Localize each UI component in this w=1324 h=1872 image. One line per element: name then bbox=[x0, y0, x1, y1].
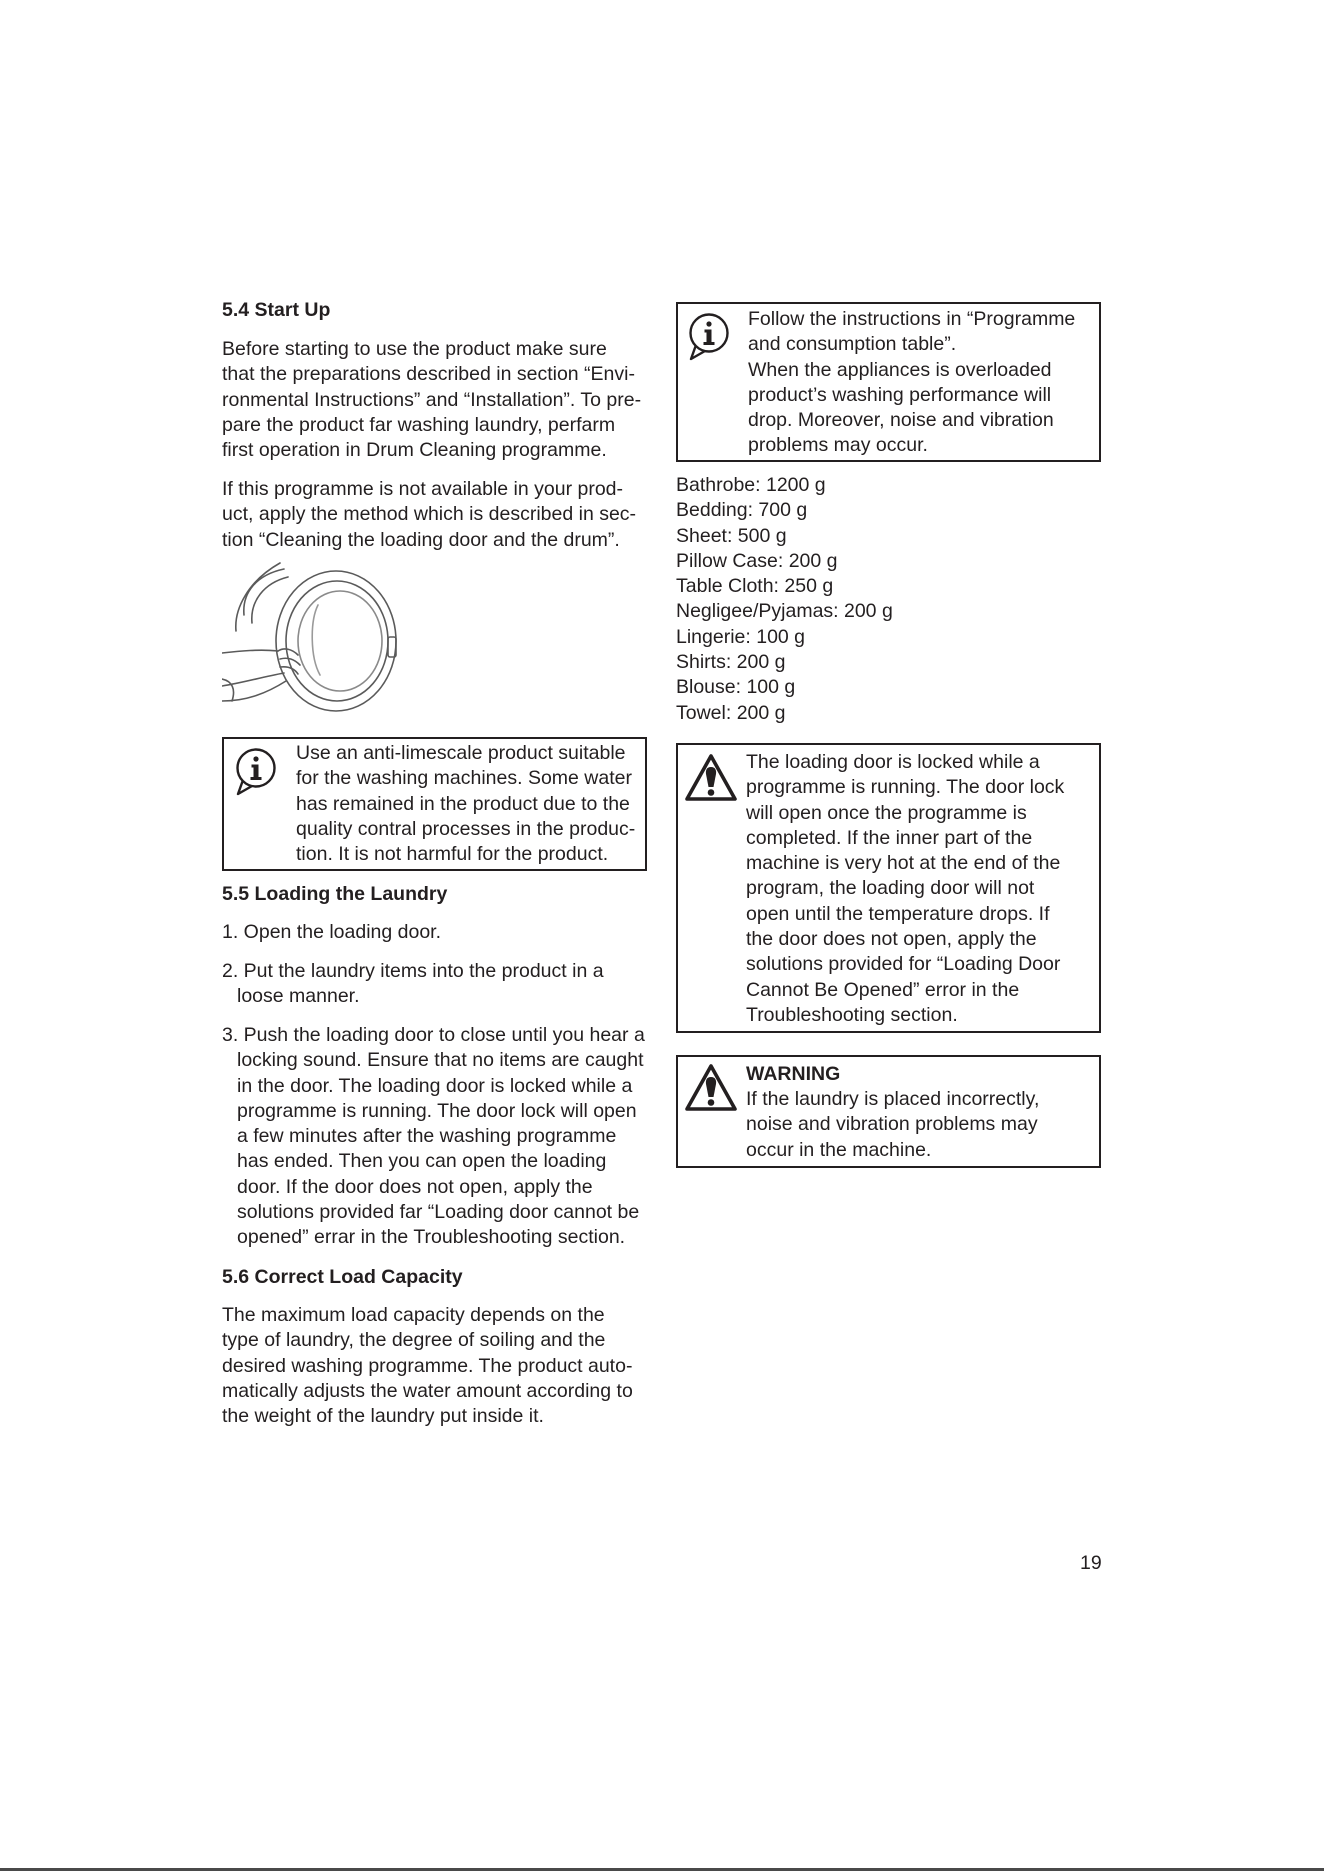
info-icon bbox=[234, 747, 278, 799]
warning-note-text: If the laundry is placed incorrectly, noise and vibration problems may occur in the machine. bbox=[746, 1088, 1040, 1161]
info-note-limescale bbox=[222, 737, 647, 871]
info-icon bbox=[687, 312, 731, 364]
start-up-paragraph-alternative: If this programme is not available in your prod- uct, apply the method which is described in sec- tion “Cleaning the loading door and the drum”. bbox=[222, 478, 637, 551]
warning-icon bbox=[684, 752, 738, 804]
load-weight-item: Pillow Case: 200 g bbox=[676, 549, 838, 572]
section-heading-start-up: 5.4 Start Up bbox=[222, 299, 331, 321]
load-weight-item: Shirts: 200 g bbox=[676, 651, 786, 674]
warning-title: WARNING bbox=[746, 1063, 841, 1085]
info-note-text: Follow the instructions in “Programme and consumption table”. When the appliances is overloaded product’s washing performance will drop. Moreover, noise and vibration problems may occur. bbox=[748, 308, 1076, 457]
info-note-text: Use an anti-limescale product suitable for the washing machines. Some water has remained in the product due to the quality contral processes in the produc- tion. It is not harmful for the product. bbox=[296, 742, 636, 866]
cabinet-outline bbox=[244, 569, 284, 615]
info-note-capacity bbox=[676, 302, 1101, 462]
load-weight-item: Towel: 200 g bbox=[676, 701, 786, 724]
loading-step: 2. Put the laundry items into the product in a loose manner. bbox=[222, 960, 604, 1008]
caution-note-door-lock bbox=[676, 743, 1101, 1033]
warning-note-placement bbox=[676, 1055, 1101, 1168]
section-heading-capacity: 5.6 Correct Load Capacity bbox=[222, 1266, 463, 1288]
door-illustration bbox=[222, 561, 400, 717]
load-weight-item: Bedding: 700 g bbox=[676, 499, 808, 522]
caution-note-text: The loading door is locked while a programme is running. The door lock will open once the programme is completed. If the inner part of the machine is very hot at the end of the program, the loading door will not open until the temperature drops. If the door does not open, apply the solutions provided for “Loading Door Cannot Be Opened” error in the Troubleshooting section. bbox=[746, 751, 1065, 1026]
page-bottom-rule bbox=[0, 1868, 1324, 1871]
load-weight-item: Lingerie: 100 g bbox=[676, 625, 806, 648]
capacity-paragraph: The maximum load capacity depends on the type of laundry, the degree of soiling and the desired washing programme. The product auto- matically adjusts the water amount according to the weight of the laundry put inside it. bbox=[222, 1304, 633, 1428]
loading-step: 3. Push the loading door to close until you hear a locking sound. Ensure that no items are caught in the door. The loading door is locked while a programme is running. The door lock will open a few minutes after the washing programme has ended. Then you can open the loading door. If the door does not open, apply the solutions provided far “Loading door cannot be opened” errar in the Troubleshooting section. bbox=[222, 1024, 645, 1249]
door-ring bbox=[276, 571, 396, 711]
load-weight-item: Bathrobe: 1200 g bbox=[676, 474, 826, 496]
warning-icon bbox=[684, 1062, 738, 1114]
load-weights-list bbox=[676, 473, 893, 726]
load-weight-item: Table Cloth: 250 g bbox=[676, 575, 834, 598]
section-heading-loading: 5.5 Loading the Laundry bbox=[222, 883, 448, 905]
load-weight-item: Negligee/Pyjamas: 200 g bbox=[676, 600, 893, 623]
page-number: 19 bbox=[1080, 1552, 1102, 1574]
start-up-paragraph-preparations: Before starting to use the product make sure that the preparations described in section “Envi- ronmental Instructions” and “Installation”. To pre- pare the product far washing laundry, perfarm first operation in Drum Cleaning programme. bbox=[222, 338, 642, 462]
load-weight-item: Blouse: 100 g bbox=[676, 676, 796, 699]
load-weight-item: Sheet: 500 g bbox=[676, 524, 787, 547]
loading-step: 1. Open the loading door. bbox=[222, 921, 442, 943]
